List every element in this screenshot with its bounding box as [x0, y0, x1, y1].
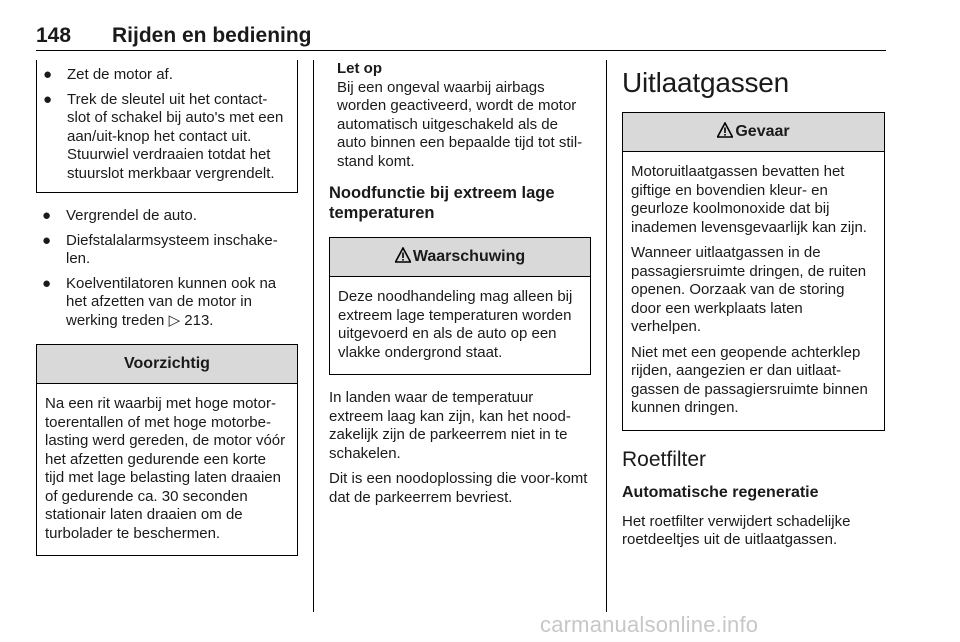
page-number: 148: [36, 24, 72, 47]
column-divider-1: [313, 60, 314, 612]
warning-icon: [395, 247, 411, 263]
warning-box: [329, 237, 591, 375]
list-item: ● Trek de sleutel uit het contact-slot of schakel bij auto's met een aan/uit-knop het contact uit. Stuurwiel verdraaien totdat het stuurslot merkbaar vergrendelt.: [43, 90, 284, 182]
danger-text: Wanneer uitlaatgassen in de passagiersruimte dringen, de ruiten openen. Oorzaak van de storing door een werkplaats laten verhelpen.: [631, 244, 867, 335]
note-text: Bij een ongeval waarbij airbags worden geactiveerd, wordt de motor automatisch uitgeschakeld als de auto binnen een bepaalde tijd tot stil-stand komt.: [337, 78, 583, 170]
note-title: Let op: [337, 60, 382, 77]
caution-box: [36, 344, 298, 556]
header-rule: [36, 50, 886, 51]
danger-header: [623, 113, 884, 152]
caution-title: Voorzichtig: [37, 345, 297, 384]
column-3: [622, 60, 885, 557]
warning-title: Waarschuwing: [412, 248, 526, 265]
danger-title: Gevaar: [735, 123, 790, 140]
danger-text: Niet met een geopende achterklep rijden, aangezien er dan uitlaat-gassen de passagiersruimte binnen kunnen dringen.: [631, 343, 868, 416]
page-reference[interactable]: 213.: [184, 311, 214, 329]
bullet-icon: ●: [42, 274, 52, 292]
page-ref-arrow-icon: ▷: [168, 311, 181, 329]
danger-text: Motoruitlaatgassen bevatten het giftige en bovendien kleur- en geurloze koolmonoxide dat bij inademen levensgevaarlijk kan zijn.: [631, 163, 867, 236]
caution-text: Na een rit waarbij met hoge motor-toerentallen of met hoge motorbe-lasting werd gereden, de motor vóór het afzetten gedurende een korte tijd met lage belasting laten draaien of gedurende ca. 30 seconden stationair laten draaien om de turbolader te beschermen.: [45, 395, 286, 542]
bullet-icon: ●: [42, 231, 52, 249]
section-heading: Noodfunctie bij extreem lage temperaturen: [329, 184, 555, 222]
column-1: [36, 60, 298, 556]
list-item: ● Vergrendel de auto.: [42, 207, 197, 224]
bullet-icon: ●: [42, 207, 52, 224]
chapter-title: Rijden en bediening: [112, 24, 312, 47]
bullet-list: [36, 207, 298, 330]
bullet-icon: ●: [43, 66, 53, 83]
list-item: ● Zet de motor af.: [43, 66, 173, 83]
subsubsection-title: Automatische regeneratie: [622, 483, 819, 501]
warning-icon: [717, 122, 733, 138]
column-divider-2: [606, 60, 607, 612]
paragraph: In landen waar de temperatuur extreem laag kan zijn, kan het nood-zakelijk zijn de parkeerrem niet in te schakelen.: [329, 389, 571, 462]
paragraph: Dit is een noodoplossing die voor-komt dat de parkeerrem bevriest.: [329, 470, 588, 506]
danger-box: [622, 112, 885, 431]
column-2: [329, 60, 591, 514]
section-title: Uitlaatgassen: [622, 67, 790, 98]
list-item: ● Koelventilatoren kunnen ook na het afzetten van de motor in werking treden ▷ 213.: [42, 274, 277, 329]
watermark: carmanualsonline.info: [540, 612, 759, 637]
page-header: [36, 24, 886, 50]
warning-text: Deze noodhandeling mag alleen bij extreem lage temperaturen worden uitgevoerd en als de auto op een vlakke ondergrond staat.: [338, 288, 573, 361]
subsection-title: Roetfilter: [622, 447, 707, 471]
bullet-icon: ●: [43, 90, 53, 108]
list-item: ● Diefstalalarmsysteem inschake-len.: [42, 231, 278, 267]
warning-header: [330, 238, 590, 277]
boxed-bullet-list: [36, 60, 298, 193]
paragraph: Het roetfilter verwijdert schadelijke roetdeeltjes uit de uitlaatgassen.: [622, 512, 851, 548]
